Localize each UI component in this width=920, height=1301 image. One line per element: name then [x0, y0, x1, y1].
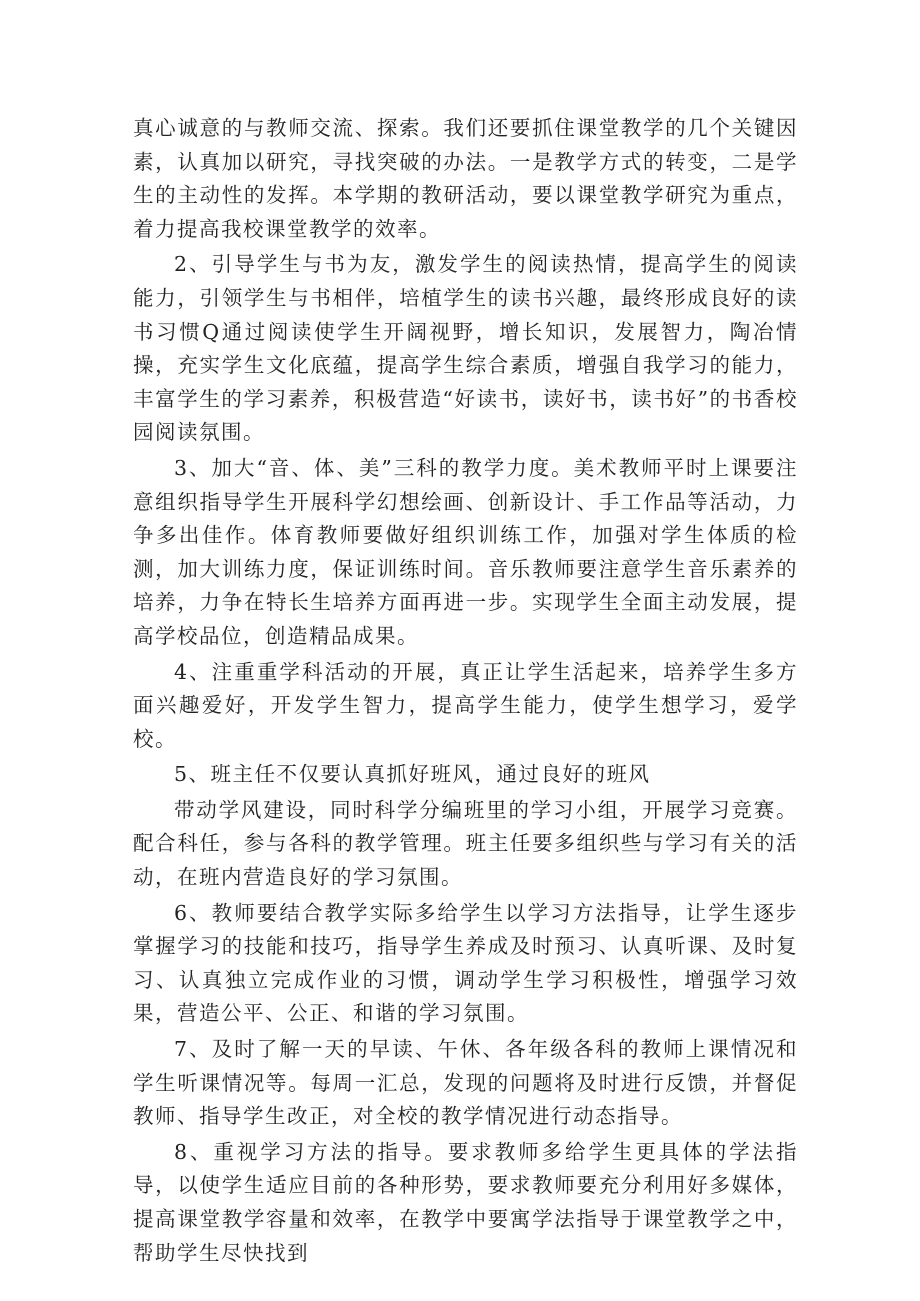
- paragraph-5: 5、班主任不仅要认真抓好班风，通过良好的班风: [174, 762, 651, 787]
- paragraph-7: 6、教师要结合教学实际多给学生以学习方法指导，让学生逐步掌握学习的技能和技巧，指导学生养成及时预习、认真听课、及时复习、认真独立完成作业的习惯，调动学生学习积极性，增强学习效果，营造公平、公正、和谐的学习氛围。: [133, 900, 798, 1026]
- paragraph-3: 3、加大“音、体、美”三科的教学力度。美术教师平时上课要注意组织指导学生开展科学幻想绘画、创新设计、手工作品等活动，力争多出佳作。体育教师要做好组织训练工作，加强对学生体质的检测，加大训练力度，保证训练时间。音乐教师要注意学生音乐素养的培养，力争在特长生培养方面再进一步。实现学生全面主动发展，提高学校品位，创造精品成果。: [133, 455, 798, 648]
- paragraph-1: 真心诚意的与教师交流、探索。我们还要抓住课堂教学的几个关键因素，认真加以研究，寻找突破的办法。一是教学方式的转变，二是学生的主动性的发挥。本学期的教研活动，要以课堂教学研究为重点，着力提高我校课堂教学的效率。: [133, 116, 798, 241]
- paragraph-8: 7、及时了解一天的早读、午休、各年级各科的教师上课情况和学生听课情况等。每周一汇总，发现的问题将及时进行反馈，并督促教师、指导学生改正，对全校的教学情况进行动态指导。: [133, 1037, 798, 1129]
- document-body: [133, 112, 798, 1272]
- paragraph-2: 2、引导学生与书为友，激发学生的阅读热情，提高学生的阅读能力，引领学生与书相伴，培植学生的读书兴趣，最终形成良好的读书习惯Q通过阅读使学生开阔视野，增长知识，发展智力，陶冶情操，充实学生文化底蕴，提高学生综合素质，增强自我学习的能力，丰富学生的学习素养，积极营造“好读书，读好书，读书好”的书香校园阅读氛围。: [133, 252, 798, 445]
- paragraph-6: 带动学风建设，同时科学分编班里的学习小组，开展学习竞赛。配合科任，参与各科的教学管理。班主任要多组织些与学习有关的活动，在班内营造良好的学习氛围。: [133, 797, 798, 890]
- paragraph-4: 4、注重重学科活动的开展，真正让学生活起来，培养学生多方面兴趣爱好，开发学生智力，提高学生能力，使学生想学习，爱学校。: [133, 659, 798, 751]
- paragraph-9: 8、重视学习方法的指导。要求教师多给学生更具体的学法指导，以使学生适应目前的各种形势，要求教师要充分利用好多媒体，提高课堂教学容量和效率，在教学中要寓学法指导于课堂教学之中，帮助学生尽快找到: [133, 1139, 798, 1265]
